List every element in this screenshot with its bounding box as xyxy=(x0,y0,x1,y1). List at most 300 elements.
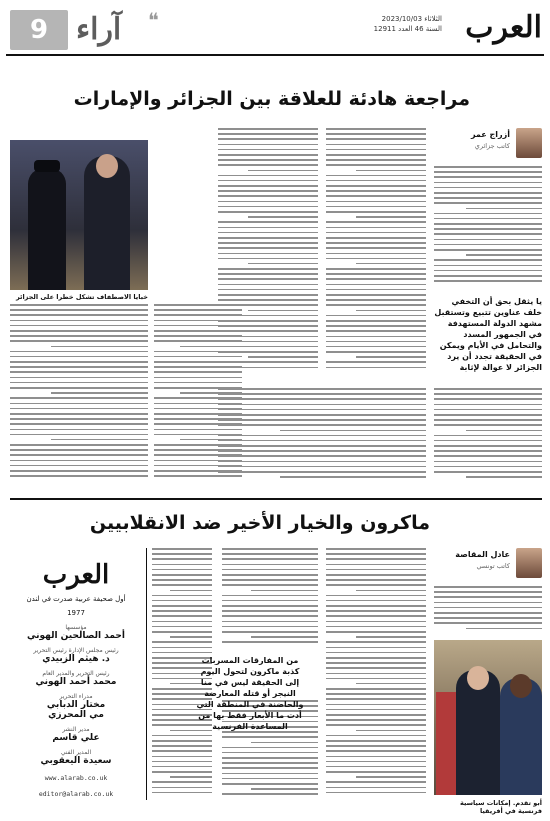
body-text-line xyxy=(326,361,426,363)
body-text-line xyxy=(218,388,426,390)
body-text-line xyxy=(218,289,318,291)
body-text-line xyxy=(218,284,318,286)
body-text-line xyxy=(180,346,242,348)
body-text-line xyxy=(326,138,426,140)
body-text-line xyxy=(154,314,242,316)
founder-name: أحمد الصالحين الهوني xyxy=(27,631,125,641)
body-text-line xyxy=(152,615,212,617)
body-text-line xyxy=(326,320,426,322)
body-text-line xyxy=(466,628,542,630)
body-text-line xyxy=(434,270,542,272)
body-text-line xyxy=(222,569,318,571)
body-text-line xyxy=(218,404,426,406)
body-text-line xyxy=(10,351,148,353)
issue-info xyxy=(374,14,442,34)
article-1-column-1 xyxy=(434,166,542,290)
body-text-line xyxy=(218,294,318,296)
body-text-line xyxy=(218,409,426,411)
body-text-line xyxy=(10,356,148,358)
body-text-line xyxy=(51,346,148,348)
body-text-line xyxy=(326,164,426,166)
body-text-line xyxy=(466,254,542,256)
body-text-line xyxy=(434,275,542,277)
editors-label: مدراء التحرير xyxy=(59,693,93,700)
body-text-line xyxy=(326,693,426,695)
body-text-line xyxy=(434,435,542,437)
body-text-line xyxy=(152,564,212,566)
section-title: آراء xyxy=(76,12,122,47)
body-text-line xyxy=(222,600,318,602)
body-text-line xyxy=(326,304,426,306)
body-text-line xyxy=(222,553,318,555)
body-text-line xyxy=(218,237,318,239)
body-text-line xyxy=(218,471,426,473)
body-text-line xyxy=(222,752,318,754)
body-text-line xyxy=(356,263,426,265)
article-2-column-3 xyxy=(222,548,318,648)
body-text-line xyxy=(326,553,426,555)
body-text-line xyxy=(154,325,242,327)
body-text-line xyxy=(326,750,426,752)
body-text-line xyxy=(434,244,542,246)
body-text-line xyxy=(434,182,542,184)
body-text-line xyxy=(222,564,318,566)
body-text-line xyxy=(326,128,426,130)
body-text-line xyxy=(326,631,426,633)
body-text-line xyxy=(434,607,542,609)
body-text-line xyxy=(152,756,212,758)
body-text-line xyxy=(51,392,148,394)
body-text-line xyxy=(326,175,426,177)
body-text-line xyxy=(248,310,318,312)
body-text-line xyxy=(326,258,426,260)
body-text-line xyxy=(152,553,212,555)
body-text-line xyxy=(326,564,426,566)
body-text-line xyxy=(154,356,242,358)
article-2-column-2 xyxy=(326,548,426,800)
body-text-line xyxy=(326,641,426,643)
body-text-line xyxy=(466,430,542,432)
editor-name: مختار الدبابي xyxy=(46,700,106,710)
body-text-line xyxy=(152,558,212,560)
body-text-line xyxy=(280,430,426,432)
body-text-line xyxy=(154,361,242,363)
body-text-line xyxy=(326,201,426,203)
body-text-line xyxy=(326,735,426,737)
body-text-line xyxy=(434,249,542,251)
body-text-line xyxy=(434,440,542,442)
body-text-line xyxy=(222,773,318,775)
author-name: عادل المقاصة xyxy=(455,550,510,559)
body-text-line xyxy=(434,409,542,411)
body-text-line xyxy=(152,574,212,576)
body-text-line xyxy=(218,185,318,187)
body-text-line xyxy=(434,280,542,282)
body-text-line xyxy=(218,221,318,223)
publisher-box xyxy=(10,554,142,804)
masthead xyxy=(6,4,544,56)
body-text-line xyxy=(251,590,318,592)
body-text-line xyxy=(434,202,542,204)
body-text-line xyxy=(356,170,426,172)
author-role: كاتب جزائري xyxy=(474,142,510,150)
body-text-line xyxy=(326,351,426,353)
body-text-line xyxy=(154,351,242,353)
body-text-line xyxy=(222,615,318,617)
body-text-line xyxy=(218,278,318,280)
body-text-line xyxy=(222,579,318,581)
body-text-line xyxy=(218,164,318,166)
body-text-line xyxy=(326,548,426,550)
body-text-line xyxy=(218,398,426,400)
body-text-line xyxy=(10,340,148,342)
body-text-line xyxy=(326,600,426,602)
section-divider xyxy=(10,498,542,500)
body-text-line xyxy=(356,216,426,218)
body-text-line xyxy=(152,740,212,742)
body-text-line xyxy=(222,584,318,586)
body-text-line xyxy=(218,195,318,197)
body-text-line xyxy=(218,232,318,234)
body-text-line xyxy=(152,766,212,768)
body-text-line xyxy=(326,698,426,700)
body-text-line xyxy=(10,470,148,472)
body-text-line xyxy=(326,626,426,628)
body-text-line xyxy=(434,466,542,468)
body-text-line xyxy=(356,590,426,592)
body-text-line xyxy=(356,356,426,358)
body-text-line xyxy=(326,195,426,197)
body-text-line xyxy=(10,330,148,332)
publisher-year: 1977 xyxy=(67,609,85,617)
body-text-line xyxy=(326,615,426,617)
author-photo xyxy=(516,548,542,578)
body-text-line xyxy=(10,475,148,477)
body-text-line xyxy=(222,762,318,764)
body-text-line xyxy=(222,631,318,633)
body-text-line xyxy=(154,304,242,306)
body-text-line xyxy=(326,180,426,182)
body-text-line xyxy=(251,788,318,790)
body-text-line xyxy=(154,340,242,342)
body-text-line xyxy=(248,356,318,358)
body-text-line xyxy=(326,190,426,192)
body-text-line xyxy=(152,569,212,571)
body-text-line xyxy=(222,626,318,628)
body-text-line xyxy=(152,605,212,607)
body-text-line xyxy=(222,757,318,759)
body-text-line xyxy=(152,781,212,783)
body-text-line xyxy=(326,766,426,768)
body-text-line xyxy=(152,647,212,649)
body-text-line xyxy=(326,647,426,649)
body-text-line xyxy=(326,605,426,607)
body-text-line xyxy=(434,398,542,400)
gm-name: محمد أحمد الهوني xyxy=(35,677,117,687)
body-text-line xyxy=(218,201,318,203)
body-text-line xyxy=(326,299,426,301)
body-text-line xyxy=(326,621,426,623)
body-text-line xyxy=(434,586,542,588)
body-text-line xyxy=(326,667,426,669)
body-text-line xyxy=(434,171,542,173)
body-text-line xyxy=(356,730,426,732)
body-text-line xyxy=(326,242,426,244)
body-text-line xyxy=(218,258,318,260)
body-text-line xyxy=(154,330,242,332)
body-text-line xyxy=(326,579,426,581)
body-text-line xyxy=(326,657,426,659)
body-text-line xyxy=(10,309,148,311)
body-text-line xyxy=(152,621,212,623)
body-text-line xyxy=(218,247,318,249)
column-divider xyxy=(146,548,147,800)
article-1-column-7 xyxy=(218,388,426,484)
body-text-line xyxy=(326,159,426,161)
body-text-line xyxy=(356,683,426,685)
body-text-line xyxy=(326,574,426,576)
body-text-line xyxy=(10,403,148,405)
body-text-line xyxy=(326,688,426,690)
body-text-line xyxy=(154,377,242,379)
body-text-line xyxy=(152,761,212,763)
publishing-director-label: مدير النشر xyxy=(62,726,90,733)
body-text-line xyxy=(222,767,318,769)
body-text-line xyxy=(326,740,426,742)
body-text-line xyxy=(326,724,426,726)
body-text-line xyxy=(326,709,426,711)
email-link[interactable]: editor@alarab.co.uk xyxy=(38,790,114,798)
body-text-line xyxy=(170,636,212,638)
page-number: 9 xyxy=(10,10,68,50)
body-text-line xyxy=(10,335,148,337)
body-text-line xyxy=(434,213,542,215)
body-text-line xyxy=(434,393,542,395)
body-text-line xyxy=(434,617,542,619)
body-text-line xyxy=(222,641,318,643)
body-text-line xyxy=(434,223,542,225)
body-text-line xyxy=(434,388,542,390)
body-text-line xyxy=(251,636,318,638)
body-text-line xyxy=(326,787,426,789)
body-text-line xyxy=(222,621,318,623)
body-text-line xyxy=(434,187,542,189)
body-text-line xyxy=(222,783,318,785)
body-text-line xyxy=(222,610,318,612)
body-text-line xyxy=(326,237,426,239)
body-text-line xyxy=(326,247,426,249)
body-text-line xyxy=(434,414,542,416)
body-text-line xyxy=(326,232,426,234)
article-2-author-box xyxy=(422,548,542,582)
body-text-line xyxy=(326,227,426,229)
body-text-line xyxy=(251,742,318,744)
website-link[interactable]: www.alarab.co.uk xyxy=(44,774,108,782)
body-text-line xyxy=(218,211,318,213)
body-text-line xyxy=(434,424,542,426)
body-text-line xyxy=(218,435,426,437)
body-text-line xyxy=(326,610,426,612)
author-name: أزراج عمر xyxy=(470,130,510,139)
body-text-line xyxy=(434,445,542,447)
body-text-line xyxy=(434,197,542,199)
body-text-line xyxy=(218,133,318,135)
body-text-line xyxy=(218,414,426,416)
chairman-label: رئيس مجلس الإدارة رئيس التحرير xyxy=(33,647,119,654)
publishing-director-name: علي قاسم xyxy=(52,733,100,743)
art-director-label: المدير الفني xyxy=(60,749,92,756)
body-text-line xyxy=(326,133,426,135)
body-text-line xyxy=(152,652,212,654)
body-text-line xyxy=(326,185,426,187)
body-text-line xyxy=(152,750,212,752)
president-figure xyxy=(84,156,130,290)
body-text-line xyxy=(434,471,542,473)
body-text-line xyxy=(326,678,426,680)
body-text-line xyxy=(152,745,212,747)
body-text-line xyxy=(10,361,148,363)
body-text-line xyxy=(218,393,426,395)
body-text-line xyxy=(356,636,426,638)
body-text-line xyxy=(326,652,426,654)
body-text-line xyxy=(434,176,542,178)
body-text-line xyxy=(326,673,426,675)
gm-label: رئيس التحرير والمدير العام xyxy=(42,670,110,677)
body-text-line xyxy=(434,239,542,241)
body-text-line xyxy=(218,190,318,192)
body-text-line xyxy=(222,793,318,795)
body-text-line xyxy=(152,735,212,737)
body-text-line xyxy=(222,736,318,738)
body-text-line xyxy=(218,128,318,130)
body-text-line xyxy=(326,284,426,286)
body-text-line xyxy=(326,569,426,571)
body-text-line xyxy=(10,413,148,415)
body-text-line xyxy=(326,346,426,348)
body-text-line xyxy=(434,166,542,168)
body-text-line xyxy=(10,314,148,316)
body-text-line xyxy=(326,278,426,280)
body-text-line xyxy=(326,745,426,747)
body-text-line xyxy=(218,206,318,208)
body-text-line xyxy=(152,610,212,612)
body-text-line xyxy=(10,408,148,410)
body-text-line xyxy=(152,792,212,794)
body-text-line xyxy=(10,366,148,368)
body-text-line xyxy=(326,756,426,758)
body-text-line xyxy=(218,175,318,177)
body-text-line xyxy=(434,404,542,406)
body-text-line xyxy=(326,792,426,794)
body-text-line xyxy=(10,465,148,467)
body-text-line xyxy=(152,579,212,581)
article-1-headline: مراجعة هادئة للعلاقة بين الجزائر والإمارات xyxy=(73,88,470,110)
body-text-line xyxy=(218,273,318,275)
article-2-pull-quote: من المفارقات المسربات كذبة ماكرون لتحول اليوم إلى الحقيقة ليس في منا النيجر أو قتله المعارضة والحاضنة في المنطقة التي أدت ما الأبعار فقط بها من المساعدة الفرنسية xyxy=(196,656,304,731)
body-text-line xyxy=(10,377,148,379)
body-text-line xyxy=(222,605,318,607)
body-text-line xyxy=(152,631,212,633)
body-text-line xyxy=(434,602,542,604)
body-text-line xyxy=(152,771,212,773)
publisher-tagline: أول صحيفة عربية صدرت في لندن xyxy=(26,595,126,603)
body-text-line xyxy=(434,612,542,614)
body-text-line xyxy=(218,299,318,301)
issue-number: السنة 46 العدد 12911 xyxy=(373,25,442,33)
body-text-line xyxy=(326,315,426,317)
body-text-line xyxy=(326,289,426,291)
body-text-line xyxy=(326,268,426,270)
body-text-line xyxy=(434,450,542,452)
body-text-line xyxy=(326,253,426,255)
article-1-pull-quote: يا يثقل بحق أن التخفي خلف عناوين تتبيع وتستقبل مشهد الدولة المستهدفة في الجمهور المسدد والتحامل في الأيام ويمكن في الحقيقة تجدد أن يرد الجزائر لا عوالة لإثابة xyxy=(434,297,542,372)
body-text-line xyxy=(326,206,426,208)
body-text-line xyxy=(326,714,426,716)
body-text-line xyxy=(152,548,212,550)
body-text-line xyxy=(218,180,318,182)
body-text-line xyxy=(218,159,318,161)
body-text-line xyxy=(10,382,148,384)
body-text-line xyxy=(434,265,542,267)
body-text-line xyxy=(10,325,148,327)
body-text-line xyxy=(356,776,426,778)
body-text-line xyxy=(326,211,426,213)
body-text-line xyxy=(154,320,242,322)
body-text-line xyxy=(466,476,542,478)
article-2-headline: ماكرون والخيار الأخير ضد الانقلابيين xyxy=(89,512,430,534)
body-text-line xyxy=(326,221,426,223)
body-text-line xyxy=(218,268,318,270)
body-text-line xyxy=(434,259,542,261)
body-text-line xyxy=(326,761,426,763)
body-text-line xyxy=(10,418,148,420)
article-1-photo xyxy=(10,140,148,290)
body-text-line xyxy=(326,330,426,332)
article-1-column-6 xyxy=(434,388,542,484)
publisher-logo: العرب xyxy=(42,560,110,590)
body-text-line xyxy=(218,227,318,229)
body-text-line xyxy=(434,228,542,230)
founder-label: مؤسسها xyxy=(65,624,87,631)
body-text-line xyxy=(326,341,426,343)
quote-icon: ❝ xyxy=(148,8,159,32)
body-text-line xyxy=(218,461,426,463)
body-text-line xyxy=(326,704,426,706)
body-text-line xyxy=(434,192,542,194)
body-text-line xyxy=(10,304,148,306)
body-text-line xyxy=(326,144,426,146)
body-text-line xyxy=(154,366,242,368)
author-photo xyxy=(516,128,542,158)
body-text-line xyxy=(326,781,426,783)
article-1-column-2 xyxy=(326,128,426,376)
body-text-line xyxy=(434,455,542,457)
body-text-line xyxy=(218,424,426,426)
newspaper-logo: العرب xyxy=(465,10,542,45)
body-text-line xyxy=(10,387,148,389)
body-text-line xyxy=(222,574,318,576)
body-text-line xyxy=(248,216,318,218)
body-text-line xyxy=(218,466,426,468)
body-text-line xyxy=(10,320,148,322)
body-text-line xyxy=(10,371,148,373)
body-text-line xyxy=(154,309,242,311)
body-text-line xyxy=(326,336,426,338)
body-text-line xyxy=(10,460,148,462)
body-text-line xyxy=(10,444,148,446)
author-role: كاتب تونسي xyxy=(476,562,510,570)
body-text-line xyxy=(326,367,426,369)
